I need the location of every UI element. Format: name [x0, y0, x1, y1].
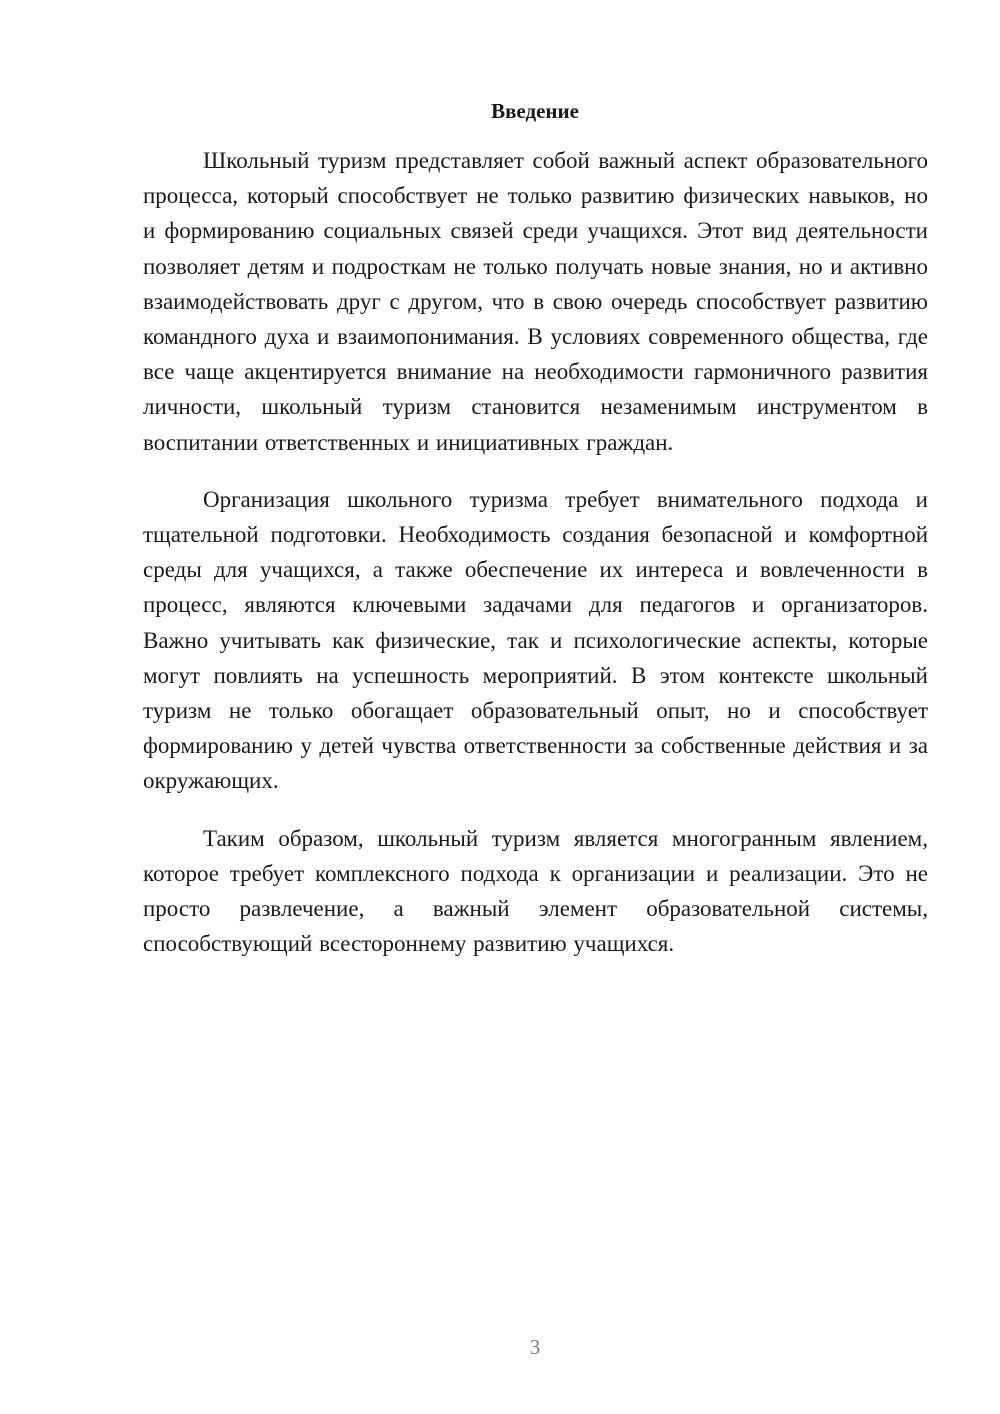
paragraph-2: Организация школьного туризма требует внимательного подхода и тщательной подготовки. Необходимость создания безопасной и комфортной среды для учащихся, а также обеспечение их интереса и вовлеченности в процесс, являются ключевыми задачами для педагогов и организаторов. Важно учитывать как физические, так и психологические аспекты, которые могут повлиять на успешность мероприятий. В этом контексте школьный туризм не только обогащает образовательный опыт, но и способствует формированию у детей чувства ответственности за собственные действия и за окружающих.: [143, 486, 928, 794]
page-number: 3: [529, 1335, 541, 1359]
section-title: Введение: [491, 99, 579, 123]
document-body: [143, 143, 928, 983]
paragraph-1: Школьный туризм представляет собой важный аспект образовательного процесса, который способствует не только развитию физических навыков, но и формированию социальных связей среди учащихся. Этот вид деятельности позволяет детям и подросткам не только получать новые знания, но и активно взаимодействовать друг с другом, что в свою очередь способствует развитию командного духа и взаимопонимания. В условиях современного общества, где все чаще акцентируется внимание на необходимости гармоничного развития личности, школьный туризм становится незаменимым инструментом в воспитании ответственных и инициативных граждан.: [143, 148, 928, 455]
paragraph-3: Таким образом, школьный туризм является многогранным явлением, которое требует комплексного подхода к организации и реализации. Это не просто развлечение, а важный элемент образовательной системы, способствующий всестороннему развитию учащихся.: [143, 825, 928, 957]
